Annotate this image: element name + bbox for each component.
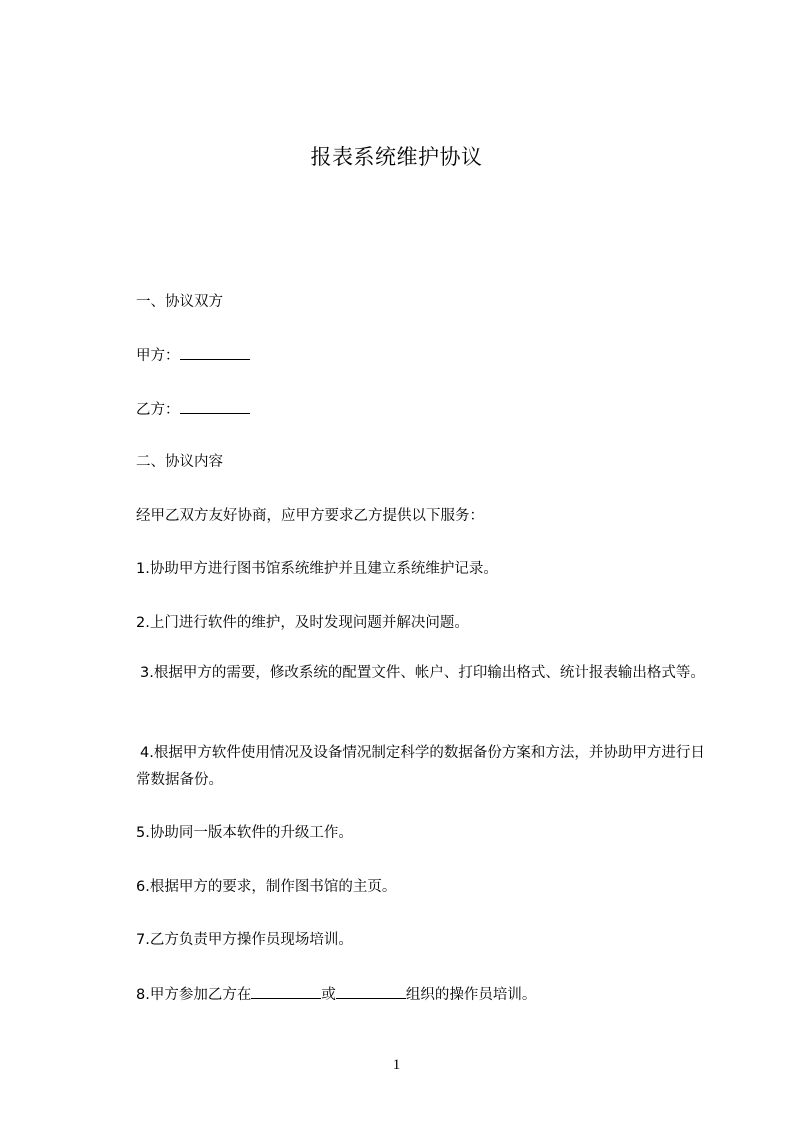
list-item-2: 2.上门进行软件的维护，及时发现问题并解决问题。	[136, 615, 469, 631]
list-item-6: 6.根据甲方的要求，制作图书馆的主页。	[136, 879, 397, 895]
item8-text-or: 或	[321, 987, 336, 1003]
item8-blank-1	[251, 984, 321, 999]
item8-text-end: 组织的操作员培训。	[405, 987, 537, 1003]
party-b-label: 乙方：	[136, 402, 180, 418]
party-a-line	[136, 345, 250, 366]
list-item-3: 3.根据甲方的需要，修改系统的配置文件、帐户、打印输出格式、统计报表输出格式等。	[140, 665, 705, 681]
list-item-5: 5.协助同一版本软件的升级工作。	[136, 825, 353, 841]
list-item-8	[136, 984, 536, 1005]
list-item-7: 7.乙方负责甲方操作员现场培训。	[136, 932, 353, 948]
section-parties-heading: 一、协议双方	[136, 294, 223, 310]
party-a-label: 甲方：	[136, 348, 180, 364]
party-b-line	[136, 399, 250, 420]
list-item-1: 1.协助甲方进行图书馆系统维护并且建立系统维护记录。	[136, 561, 498, 577]
section-content-heading: 二、协议内容	[136, 454, 223, 470]
party-b-blank	[180, 399, 250, 414]
intro-paragraph: 经甲乙双方友好协商，应甲方要求乙方提供以下服务：	[136, 508, 484, 524]
document-title: 报表系统维护协议	[310, 145, 483, 169]
item8-text-start: 8.甲方参加乙方在	[136, 987, 252, 1003]
list-item-4: 4.根据甲方软件使用情况及设备情况制定科学的数据备份方案和方法，并协助甲方进行日常数据备份。	[136, 745, 705, 788]
page-number: 1	[392, 1057, 401, 1073]
party-a-blank	[180, 345, 250, 360]
item8-blank-2	[336, 984, 406, 999]
